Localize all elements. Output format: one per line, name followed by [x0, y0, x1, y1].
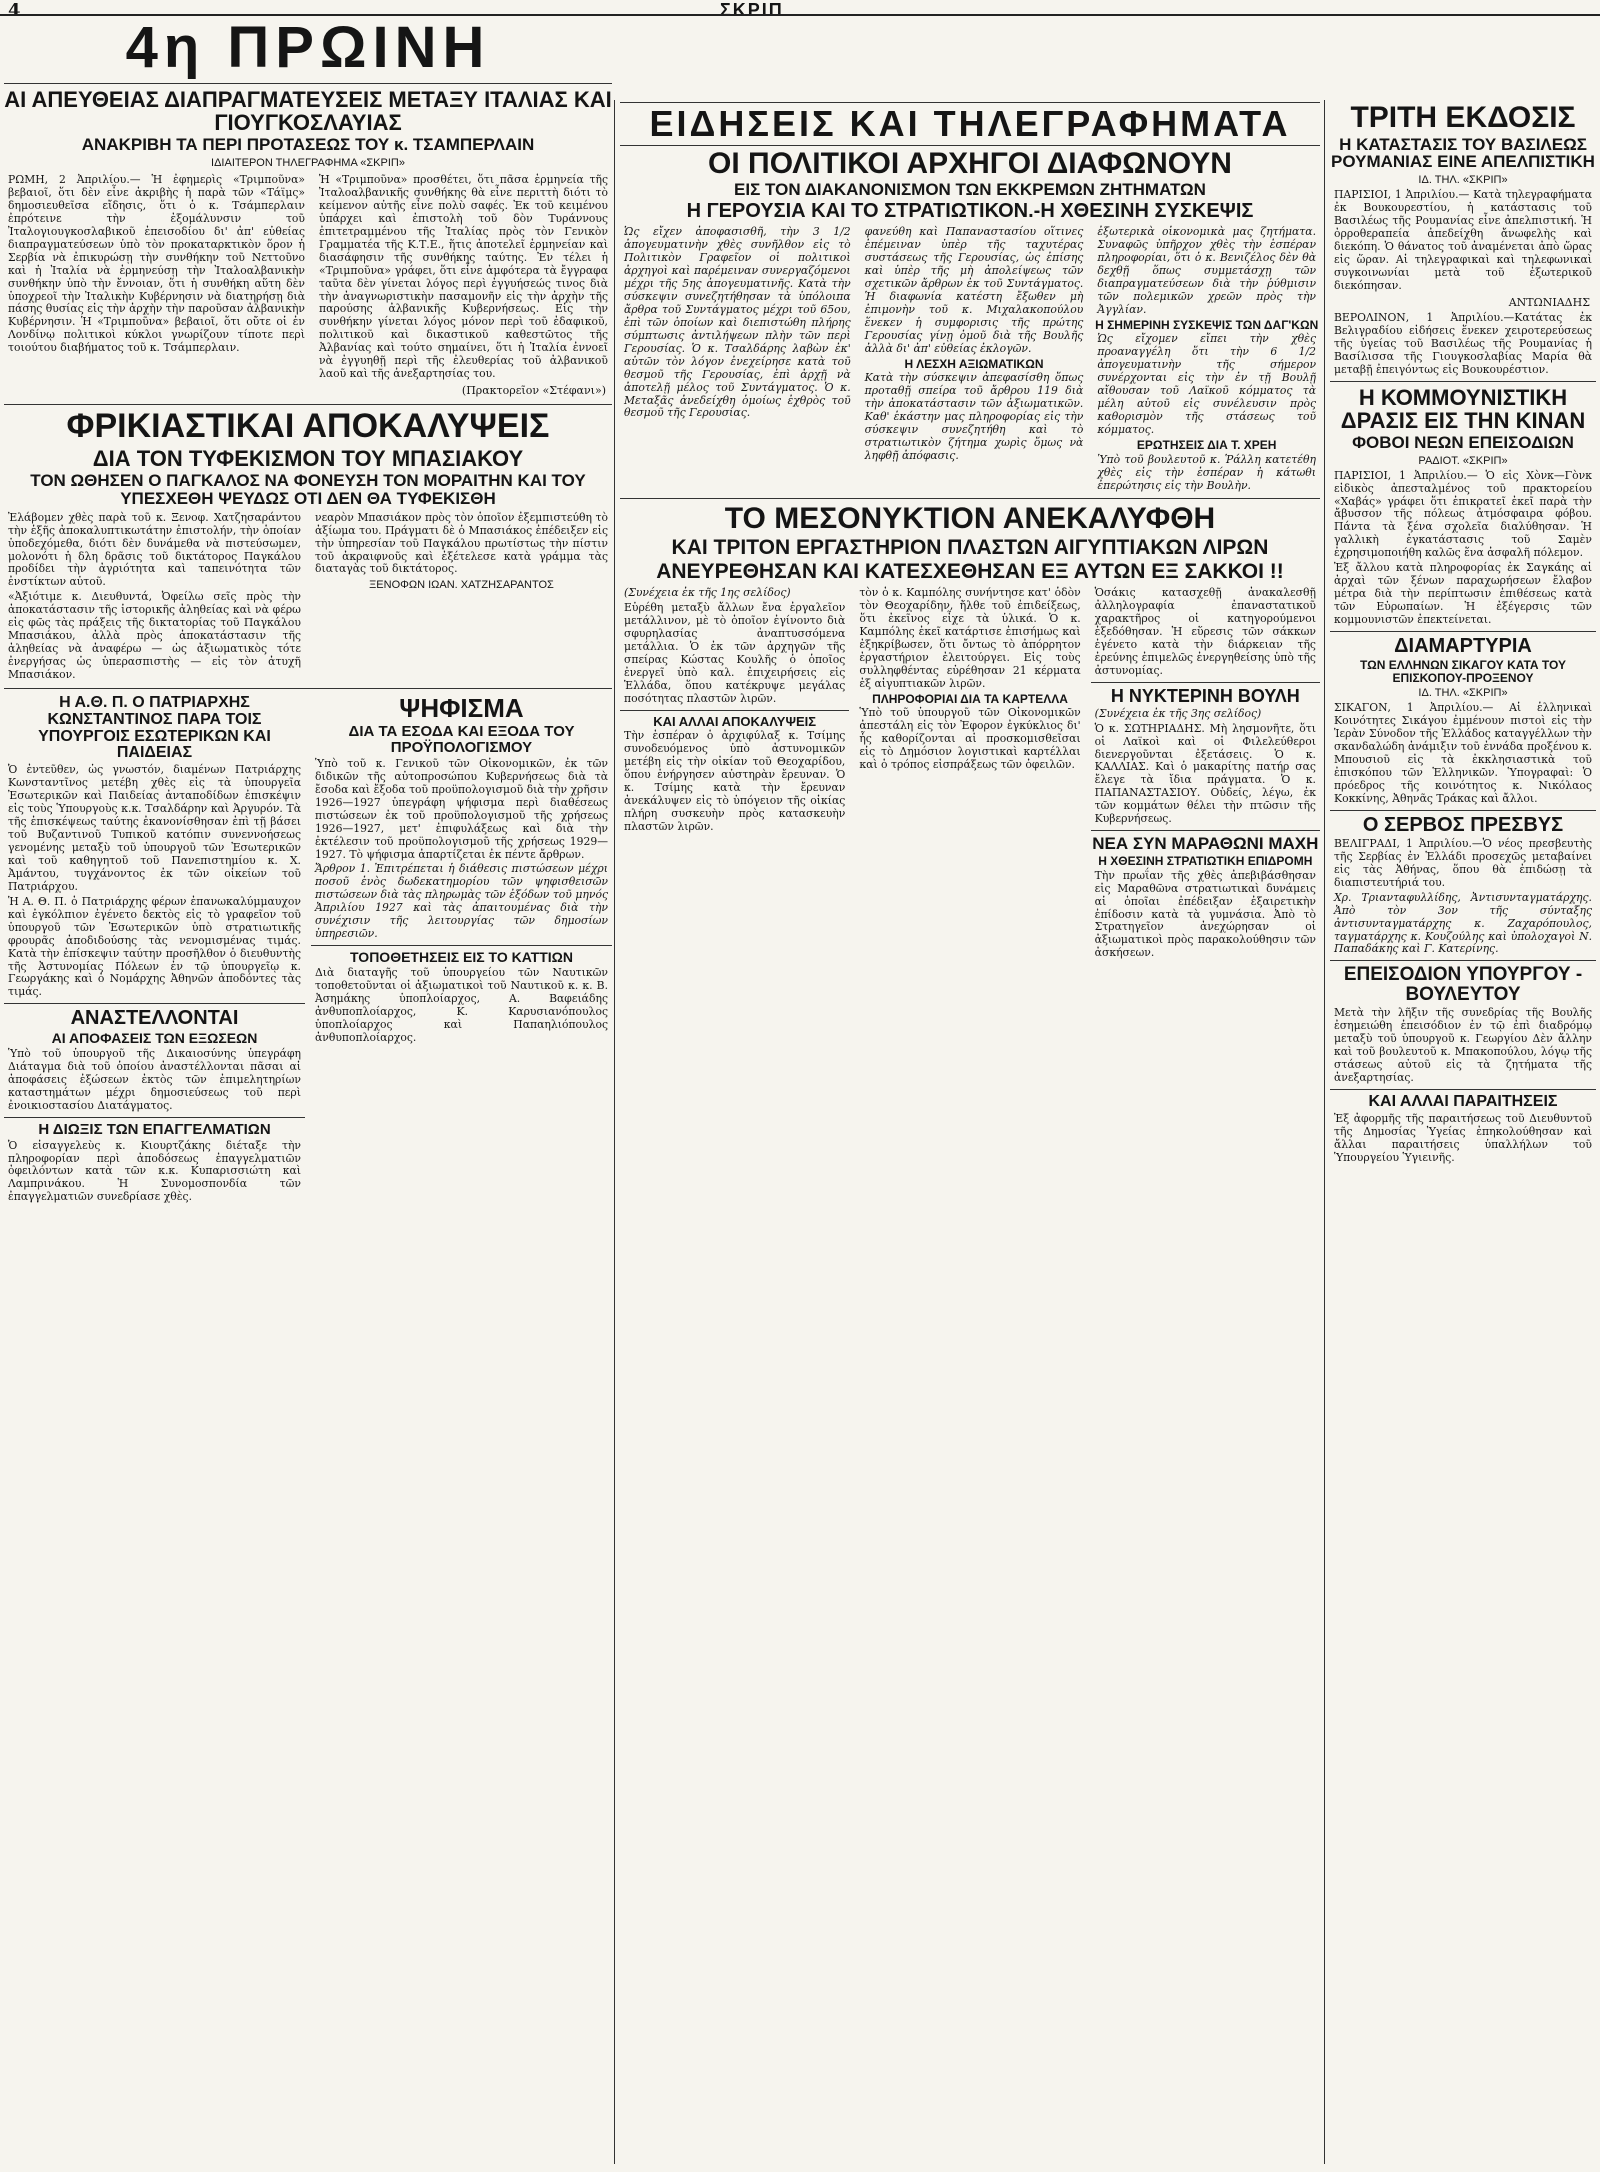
headline: Η ΚΟΜΜΟΥΝΙΣΤΙΚΗ ΔΡΑΣΙΣ ΕΙΣ ΤΗΝ ΚΙΝΑΝ	[1340, 384, 1586, 433]
article-professionals	[4, 1122, 305, 1205]
subheadline: ΕΙΣ ΤΟΝ ΔΙΑΚΑΝΟΝΙΣΜΟΝ ΤΩΝ ΕΚΚΡΕΜΩΝ ΖΗΤΗΜΑΤΩΝ	[734, 180, 1206, 200]
article-body: Ἐλάβομεν χθὲς παρὰ τοῦ κ. Ξενοφ. Χατζησαράντου τὴν ἑξῆς ἀποκαλυπτικωτάτην ἐπιστολήν, τὴν ὁποίαν ὑποδεχόμεθα, διότι δὲν δυνάμεθα νὰ πιστεύσωμεν, μολονότι ἡ δλη δρᾶσις τοῦ δικτάτορος Παγκάλου προδίδει τὴν ἀγριότητα καὶ ταπεινότητα τῶν ἐνστίκτων αὐτοῦ.	[8, 510, 301, 589]
article-col-1: Εὑρέθη μεταξὺ ἄλλων ἔνα ἐργαλεῖον μετάλλινον, μὲ τὸ ὁποῖον ἐγίνοντο διὰ σφυρηλασίας ἀναπτυσσόμενα μετάλλια. Ὁ ἐκ τῶν ἀρχηγῶν τῆς σπείρας Κώστας Κουλῆς ὁ ὁποῖος ἐνεργεῖ ὑπὸ καλ. ἐπιχειρήσεις εἰς Ἑλλάδα, ὅπου κατέκρυψε μεγάλας ποσότητας πλαστῶν λιρῶν.	[624, 601, 846, 705]
headline: Η ΝΥΚΤΕΡΙΝΗ ΒΟΥΛΗ	[1110, 685, 1300, 706]
article-body-continued: Χρ. Τριανταφυλλίδης, Ἀντισυνταγματάρχης. Ἀπὸ τὸν 3ον τῆς σύνταξης ἀντισυνταγματάρχης κ. Ζαχαρόπουλος, ταγματάρχης κ. Κουζούλης καὶ ὑπολοχαγοὶ Ν. Παπαδάκης καὶ Γ. Κατερίνης.	[1334, 890, 1592, 956]
article-third-edition	[1330, 102, 1596, 377]
top-rule	[0, 14, 1600, 16]
article-letter: «Ἀξιότιμε κ. Διευθυντά, Ὀφείλω σεῖς πρὸς τὴν ἀποκατάστασιν τῆς ἱστορικῆς ἀληθείας καὶ νὰ φέρω εἰς φῶς τὰς πράξεις τῆς δικτατορίας τοῦ Παγκάλου Μπασιάκου, ἀλλὰ πρὸς ἀποκατάστασιν τῆς ἀληθείας νὰ ἀναφέρω — ὡς ἀξιωματικὸς τότε ἐνεργήσας ὡς ὑπερασπιστὴς — εἰς τὸν ἀτυχῆ Μπασιάκον.	[8, 590, 301, 682]
article-body: Τὴν πρωΐαν τῆς χθὲς ἀπεβιβάσθησαν εἰς Μαραθῶνα στρατιωτικαὶ δυνάμεις αἱ ὁποῖαι ἐπέδειξαν ἐξαιρετικὴν ἐπίδοσιν κατὰ τὰ γυμνάσια. Ἀπὸ τὸ Στρατηγεῖον ἀνεχώρησαν οἱ ἀξιωματικοὶ πρὸς παρακολούθησιν τῶν ἀσκήσεων.	[1094, 868, 1316, 960]
subheadline: ΤΩΝ ΕΛΛΗΝΩΝ ΣΙΚΑΓΟΥ ΚΑΤΑ ΤΟΥ ΕΠΙΣΚΟΠΟΥ-ΠΡΟΞΕΝΟΥ	[1359, 658, 1566, 685]
subheadline: ΑΝΑΚΡΙΒΗ ΤΑ ΠΕΡΙ ΠΡΟΤΑΣΕΩΣ ΤΟΥ κ. ΤΣΑΜΠΕΡΛΑΙΝ	[81, 135, 535, 155]
article-night-parliament	[1091, 687, 1320, 826]
article-body: Τὴν ἑσπέραν ὁ ἀρχιφύλαξ κ. Τσίμης συνοδευόμενος ὑπὸ ἀστυνομικῶν μετέβη εἰς τὴν οἰκίαν τοῦ Θεοχαρίδου, ὅπου ἐνήργησεν αὐστηρὰν ἔρευναν. Ὁ κ. Τσίμης κατὰ τὴν ἔρευναν ἀνεκάλυψεν εἰς τὸ ὑπόγειον τῆς οἰκίας πλήρη συσκευὴν πρὸς κατασκευὴν πλαστῶν λιρῶν.	[624, 729, 846, 833]
headline: ΤΟΠΟΘΕΤΗΣΕΙΣ ΕΙΣ ΤΟ ΚΑΤΤΙΩΝ	[350, 949, 573, 966]
news-banner: ΕΙΔΗΣΕΙΣ ΚΑΙ ΤΗΛΕΓΡΑΦΗΜΑΤΑ	[620, 102, 1320, 146]
article-body: ΡΩΜΗ, 2 Ἀπριλίου.— Ἡ ἐφημερὶς «Τριμποῦνα» βεβαιοῖ, ὅτι δὲν εἶνε ἀκριβὴς ἡ παρὰ τῶν «Τάϊμς» δημοσιευθεῖσα εἴδησις, ὅτι ὁ κ. Τσάμπερλαιν ἐπρότεινε τὴν ἐξομάλυνσιν τοῦ Ἰταλογιουγκοσλαβικοῦ ἐπεισοδίου δι' ἀπ' εὐθείας διαπραγματεύσεων ὑπὸ τὸν προκαταρκτικὸν ὅρον ἡ Σερβία νὰ ἐπικυρώσῃ τὴν συνθήκην τοῦ Νεττοῦνο καὶ ἡ Ἰταλία νὰ ἑρμηνεύσῃ τὴν Ἰταλοαλβανικὴν συνθήκην ὑπὸ τὴν ἔννοιαν, ὅτι ἡ συνθήκη αὕτη δὲν ὑποχρεοῖ τὴν Ἰταλικὴν Κυβέρνησιν νὰ διατηρήσῃ διὰ πάσης θυσίας εἰς τὴν ἀρχὴν τὴν παροῦσαν ἀλβανικὴν Κυβέρνησιν. Ἡ «Τριμποῦνα» βεβαιοῖ, ὅτι οὔτε οἱ ἐν Λονδίνῳ πολιτικοὶ κύκλοι γνωρίζουν τίποτε περὶ τοιούτου διαβήματος τοῦ κ. Τσάμπερλαιν.	[8, 172, 305, 355]
article-body: Μετὰ τὴν λῆξιν τῆς συνεδρίας τῆς Βουλῆς ἐσημειώθη ἐπεισόδιον ἐν τῷ ἐπὶ διαδρόμῳ μεταξὺ τοῦ ὑπουργοῦ κ. Γεωργίου Δὲν ἄλλην καὶ τοῦ βουλευτοῦ κ. Μπακοπούλου, λόγῳ τῆς στάσεως αὐτοῦ εἰς τὰ ζητήματα τῆς ἀνεξαρτησίας.	[1334, 1006, 1592, 1085]
headline: ΤΡΙΤΗ ΕΚΔΟΣΙΣ	[1350, 101, 1576, 134]
article-political-leaders	[620, 148, 1320, 495]
column-rule	[1324, 100, 1325, 2164]
article-body: Διὰ διαταγῆς τοῦ ὑπουργείου τῶν Ναυτικῶν τοποθετοῦνται οἱ ἀξιωματικοὶ τοῦ Ναυτικοῦ κ. κ. Β. Ἀσημάκης ὑποπλοίαρχος, Α. Βαφειάδης ἀνθυποπλοίαρχος, Κ. Καρυσιανόπουλος ὑποπλοίαρχος καὶ Παπαηλιόπουλος ἀνθυποπλοίαρχος.	[315, 965, 608, 1044]
article-revelations	[4, 409, 612, 684]
deck: Η ΓΕΡΟΥΣΙΑ ΚΑΙ ΤΟ ΣΤΡΑΤΙΩΤΙΚΟΝ.-Η ΧΘΕΣΙΝΗ ΣΥΣΚΕΨΙΣ	[686, 200, 1254, 223]
left-column	[4, 18, 612, 2164]
section-head: ΕΡΩΤΗΣΕΙΣ ΔΙΑ Τ. ΧΡΕΗ	[1136, 438, 1277, 453]
headline: ΑΙ ΑΠΕΥΘΕΙΑΣ ΔΙΑΠΡΑΓΜΑΤΕΥΣΕΙΣ ΜΕΤΑΞΥ ΙΤΑΛΙΑΣ ΚΑΙ ΓΙΟΥΓΚΟΣΛΑΥΙΑΣ	[4, 86, 612, 135]
continued-note: (Συνέχεια ἐκ τῆς 1ης σελίδος)	[624, 586, 791, 600]
headline: ΨΗΦΙΣΜΑ	[399, 693, 524, 724]
subheadline: ΔΙΑ ΤΑ ΕΣΟΔΑ ΚΑΙ ΕΞΟΔΑ ΤΟΥ ΠΡΟΫΠΟΛΟΓΙΣΜΟΥ	[348, 723, 575, 757]
continued-note: (Συνέχεια ἐκ τῆς 3ης σελίδος)	[1094, 706, 1262, 720]
article-body-continued: νεαρὸν Μπασιάκον πρὸς τὸν ὁποῖον ἐξεμπιστεύθη τὸ ἀξίωμα του. Πράγματι δὲ ὁ Μπασιάκος ἐπέδειξεν εἰς τὴν ὑπηρεσίαν τοῦ Παγκάλου πρωτίστως τὴν πίστιν τοῦ ἀκραιφνοῦς καὶ ἐξέτελεσε κατὰ γράμμα τὰς διαταγὰς τοῦ δικτάτορος.	[315, 510, 608, 576]
headline: Η ΔΙΩΞΙΣ ΤΩΝ ΕΠΑΓΓΕΛΜΑΤΙΩΝ	[38, 1120, 271, 1138]
headline: ΦΡΙΚΙΑΣΤΙΚΑΙ ΑΠΟΚΑΛΥΨΕΙΣ	[66, 407, 550, 446]
byline: ΙΔ. ΤΗΛ. «ΣΚΡΙΠ»	[1418, 174, 1508, 187]
subheadline: ΦΟΒΟΙ ΝΕΩΝ ΕΠΕΙΣΟΔΙΩΝ	[1352, 432, 1574, 452]
deck: ΑΝΕΥΡΕΘΗΣΑΝ ΚΑΙ ΚΑΤΕΣΧΕΘΗΣΑΝ ΕΞ ΑΥΤΩΝ ΕΞ ΣΑΚΚΟΙ !!	[656, 560, 1284, 584]
article-body: Ὑπὸ τοῦ ὑπουργοῦ τῆς Δικαιοσύνης ὑπεγράφη Διάταγμα διὰ τοῦ ὁποίου ἀναστέλλονται πᾶσαι αἱ ἀποφάσεις ἐξώσεων ἐκτὸς τῶν ἐπιμελητηρίων καταστημάτων μέχρι δημοσιεύσεως τοῦ περὶ ἐνοικιοστασίου Διατάγματος.	[8, 1047, 301, 1112]
right-column	[1330, 100, 1596, 2164]
article-patriarch	[4, 695, 305, 999]
subheadline: Η ΧΘΕΣΙΝΗ ΣΤΡΑΤΙΩΤΙΚΗ ΕΠΙΔΡΟΜΗ	[1098, 854, 1313, 869]
source-line: ΑΝΤΩΝΙΑΔΗΣ	[1508, 295, 1590, 309]
headline: ΕΠΕΙΣΟΔΙΟΝ ΥΠΟΥΡΓΟΥ - ΒΟΥΛΕΥΤΟΥ	[1343, 964, 1583, 1006]
article-body: Ὁ ἐντεῦθεν, ὡς γνωστόν, διαμένων Πατριάρχης Κωνσταντῖνος μετέβη χθὲς εἰς τὰ ὑπουργεῖα Ἐσωτερικῶν καὶ Παιδείας ἀνταποδίδων ἐπισκέψιν εἰς τοὺς Ὑπουργοὺς κ.κ. Τσαλδάρην καὶ Ἀργυρόν. Τὰ τῆς ἐπισκέψεως ταύτης ἐκανονίσθησαν ἐπὶ τῇ βάσει τοῦ Βυζαντινοῦ Τυπικοῦ κατόπιν συνεννοήσεως γενομένης μεταξὺ τοῦ ὑπουργοῦ τῶν Ἐσωτερικῶν καὶ τοῦ καθηγητοῦ τοῦ Πανεπιστημίου κ. Χ. Ἀμάντου, τυγχάνοντος ἐκ τῶν οἰκείων τοῦ Πατριάρχου.	[8, 763, 301, 893]
headline: ΚΑΙ ΑΛΛΑΙ ΠΑΡΑΙΤΗΣΕΙΣ	[1368, 1093, 1558, 1111]
subheadline: Η ΚΑΤΑΣΤΑΣΙΣ ΤΟΥ ΒΑΣΙΛΕΩΣ ΡΟΥΜΑΝΙΑΣ ΕΙΝΕ ΑΠΕΛΠΙΣΤΙΚΗ	[1331, 134, 1595, 172]
article-marathon	[1091, 835, 1320, 960]
article-body-continued: ΒΕΡΟΛΙΝΟΝ, 1 Ἀπριλίου.—Κατάτας ἐκ Βελιγραδίου εἰδήσεις ἕνεκεν χειροτερεύσεως τῆς ὑγείας τοῦ Βασιλέως τῆς Ρουμανίας ἡ Βασίλισσα τῆς Γιουγκοσλαβίας Μαρία θὰ μεταβῇ ἐπειγόντως εἰς Βουκουρέστιον.	[1334, 310, 1592, 376]
article-col-2: τὸν ὁ κ. Καμπόλης συνήντησε κατ' ὁδὸν τὸν Θεοχαρίδην, ἤλθε τοῦ ἐπιδείξεως, ὅτι ἐκεῖνος εἶχε τὰ ὑλικά. Ὁ κ. Καμπόλης ἐκεῖ κατάρτισε ἐπισήμως καὶ ἐξηκρίβωσεν, ὅτι ὄντως τὸ ἀπόρρητον ἐργαστήριον ἐλειτούργει. Εἰς τοὺς συλληφθέντας εὑρέθησαν 21 κέρματα ἐξ αἰγυπτιακῶν λιρῶν.	[859, 586, 1081, 690]
headline: ΔΙΑΜΑΡΤΥΡΙΑ	[1394, 635, 1532, 658]
headline: ΝΕΑ ΣΥΝ ΜΑΡΑΘΩΝΙ ΜΑΧΗ	[1092, 834, 1319, 854]
article-col-2b: Ὑπὸ τοῦ ὑπουργοῦ τῶν Οἰκονομικῶν ἀπεστάλη εἰς τὸν Ἐφορον ἐγκύκλιος δι' ἧς καθορίζονται αἱ προσκομισθεῖσαι εἰς τὸ Δημόσιον λογιστικαὶ καρτέλλαι καὶ ὁ τρόπος εἰσπράξεως τῶν ὀφειλῶν.	[859, 706, 1081, 772]
byline: ΙΔ. ΤΗΛ. «ΣΚΡΙΠ»	[1418, 687, 1508, 700]
byline: ΡΑΔΙΟΤ. «ΣΚΡΙΠ»	[1418, 454, 1508, 467]
article-body: ΠΑΡΙΣΙΟΙ, 1 Ἀπριλίου.— Κατὰ τηλεγραφήματα ἐκ Βουκουρεστίου, ἡ κατάστασις τοῦ Βασιλέως τῆς Ρουμανίας εἶνε ἀπελπιστική. Ἡ ὀρροθεραπεία ἀπεδείχθη ἄνωφελὴς καὶ διεκόπη. Ὁ θάνατος τοῦ ἀναμένεται ἀπὸ ὥρας εἰς ὥραν. Αἱ τηλεγραφικαὶ καὶ τηλεφωνικαὶ συγκοινωνίαι μετὰ τοῦ ἐξωτερικοῦ διεκόπησαν.	[1334, 188, 1592, 292]
article-body: ΣΙΚΑΓΟΝ, 1 Ἀπριλίου.— Αἱ ἑλληνικαὶ Κοινότητες Σικάγου ἐμμένουν πιστοὶ εἰς τὴν Ἱερὰν Σύνοδον τῆς Ἑλλάδος καταγγέλλων τὴν σκανδαλώδη ἀνάμιξιν τοῦ ἐννάδα προξένου κ. Μπουσιοῦ εἰς τὰ ἐκκλησιαστικὰ τοῦ ἐπισκόπου τῶν Ἑλληνικῶν. Ὑπογραφαὶ: Ὁ πρόεδρος τῆς κοινότητος κ. Νικόλαος Κοκκίνης, Ἀθηνᾶς Τράκας καὶ ἄλλοι.	[1334, 701, 1592, 805]
headline: ΤΟ ΜΕΣΟΝΥΚΤΙΟΝ ΑΝΕΚΑΛΥΦΘΗ	[724, 502, 1216, 536]
article-chicago-protest	[1330, 636, 1596, 806]
middle-column	[620, 100, 1320, 2164]
source-line: (Πρακτορεῖον «Στέφανι»)	[461, 384, 606, 398]
byline: ΙΔΙΑΙΤΕΡΟΝ ΤΗΛΕΓΡΑΦΗΜΑ «ΣΚΡΙΠ»	[211, 156, 405, 169]
headline: Η Α.Θ. Π. Ο ΠΑΤΡΙΑΡΧΗΣ ΚΩΝΣΤΑΝΤΙΝΟΣ ΠΑΡΑ ΤΟΙΣ ΥΠΟΥΡΓΟΙΣ ΕΣΩΤΕΡΙΚΩΝ ΚΑΙ ΠΑΙΔΕΙΑΣ	[38, 694, 271, 762]
headline: ΑΝΑΣΤΕΛΛΟΝΤΑΙ	[70, 1007, 239, 1030]
article-communist-china	[1330, 386, 1596, 627]
headline: ΚΑΙ ΑΛΛΑΙ ΑΠΟΚΑΛΥΨΕΙΣ	[653, 713, 817, 729]
masthead: ΣΚΡΙΠ	[720, 0, 784, 20]
article-col-3c: Ὑπὸ τοῦ βουλευτοῦ κ. Ῥάλλη κατετέθη χθὲς εἰς τὴν ἑσπέραν ἡ κάτωθι ἐπερώτησις εἰς τὴν Βουλὴν.	[1097, 452, 1317, 492]
section-head: ΠΛΗΡΟΦΟΡΙΑΙ ΔΙΑ ΤΑ ΚΑΡΤΕΛΛΑ	[872, 691, 1068, 706]
article-body: Ὁ εἰσαγγελεὺς κ. Κιουρτζάκης διέταξε τὴν πληροφορίαν περὶ ἀποδόσεως ἐπαγγελματιῶν ὀφειλόντων κατὰ τῶν κ.κ. Κυπαρισσιώτη καὶ Λαμπρινάκου. Ἡ Συνομοσπονδία τῶν ἐπαγγελματιῶν συνεδρίασε χθὲς.	[8, 1138, 301, 1204]
article-evictions	[4, 1008, 305, 1112]
article-body: Ὁ κ. ΣΩΤΗΡΙΑΔΗΣ. Μὴ λησμονῆτε, ὅτι οἱ Λαϊκοὶ καὶ οἱ Φιλελεύθεροι διενεργοῦνται ἐξετάσεις. Ὁ κ. ΚΑΛΛΙΑΣ. Καὶ ὁ μακαρίτης πατήρ σας ἔλεγε τὰ ἴδια πράγματα. Ὁ κ. ΠΑΠΑΝΑΣΤΑΣΙΟΥ. Οὐδείς, λέγω, ἐκ τῶν κομμάτων θέλει τὴν πτῶσιν τῆς Κυβερνήσεως.	[1094, 721, 1316, 826]
article-body-continued: Ἡ «Τριμποῦνα» προσθέτει, ὅτι πᾶσα ἑρμηνεία τῆς Ἰταλοαλβανικῆς συνθήκης θὰ εἶνε περιττὴ διότι τὸ κείμενον αὐτῆς εἶνε πολὺ σαφές. Ἐκ τοῦ κειμένου ὑπάρχει καὶ ἐπιστολὴ τοῦ δὸν Τυράννους ἐπιτετραμμένου τῆς Ἰταλίας πρὸς τὸν Γενικὸν Γραμματέα τῆς Κ.Τ.Ε., ἥτις ἀποτελεῖ ἑρμηνείαν καὶ διασάφησιν τῆς συνθήκης ταύτης. Ἐν τέλει ἡ «Τριμποῦνα» γράφει, ὅτι εἶνε ἀμφότερα τὰ ἔγγραφα ταῦτα δὲν γίνεται λόγος περὶ ἐγγυήσεώς τινος διὰ τὴν ἀναγνωριστικὴν πασαμονῆν εἰς τὴν ἀρχὴν τῆς παρούσης ἀλβανικῆς Κυβερνήσεως. Εἰς τὴν συνθήκην γίνεται λόγος μόνον περὶ τοῦ ἐδαφικοῦ, πολιτικοῦ καὶ δικαστικοῦ καθεστῶτος τῆς Ἀλβανίας καὶ τούτο σημαίνει, ὅτι ἡ Ἰταλία ἐννοεῖ νὰ ἐγγυηθῇ περὶ τῆς ἐλευθερίας τοῦ ἀλβανικοῦ λαοῦ καὶ τῆς ἀνεξαρτησίας του.	[319, 172, 608, 381]
article-col-3: ἐξωτερικὰ οἰκονομικὰ μας ζητήματα. Συναφῶς ὑπῆρχον χθὲς τὴν ἑσπέραν πληροφορίαι, ὅτι ὁ κ. Βενιζέλος δὲν θὰ δεχθῇ ὅπως συμμετάσχῃ τῶν διαπραγματεύσεων διὰ τὴν ῥύθμισιν τῶν πολεμικῶν χρεῶν πρὸς τὴν Ἀγγλίαν.	[1097, 225, 1317, 316]
section-title: 4η ΠΡΩΙΝΗ	[125, 18, 491, 80]
headline: ΟΙ ΠΟΛΙΤΙΚΟΙ ΑΡΧΗΓΟΙ ΔΙΑΦΩΝΟΥΝ	[708, 146, 1232, 180]
article-serbian-envoy	[1330, 815, 1596, 957]
article-col-2: φανεύθη καὶ Παπαναστασίου οἵτινες ἐπέμειναν ὑπὲρ τῆς ταχυτέρας συστάσεως τῆς Γερουσίας, ὡς ἐπίσης καὶ ὑπὲρ τῆς μὴ ἀπολείψεως τῶν σχετικῶν ἄρθρων ἐκ τοῦ Συντάγματος. Ἡ διαφωνία κατέστη ἔξωθεν μὴ ἐπιμονὴν τοῦ κ. Μιχαλακοπούλου ἕνεκεν ἡ συμφορισις τῆς πρώτης Γερουσίας γίνῃ ὁμοῦ διὰ τῆς Βουλῆς ἀλλὰ δι' ἀπ' εὐθείας ἐκλογῶν.	[864, 225, 1084, 355]
article-col-1: Ὡς εἴχεν ἀποφασισθῆ, τὴν 3 1/2 ἀπογευματινὴν χθὲς συνῆλθον εἰς τὸ Πολιτικὸν Γραφεῖον οἱ πολιτικοὶ ἀρχηγοὶ καὶ παρέμειναν συνεργαζόμενοι μέχρι τῆς 5ης ἀπογευματινῆς. Κατὰ τὴν σύσκεψιν συνεζητήθησαν τὰ ὑπόλοιπα ἄρθρα τοῦ Συντάγματος μέχρι τοῦ 65ου, ἐπὶ τῶν ὁποίων καὶ διεπιστώθη πλήρης σύμπτωσις ἀντιλήψεων πλὴν τῶν περὶ Γερουσίας. Ὁ κ. Τσαλδάρης λαβὼν ἐκ' αὐτῶν τὸν λόγον ἐνεχείρησε κατὰ τοῦ θεσμοῦ τῆς Γερουσίας, ἐπὶ ἀρχῇ νὰ ἀποτελῇ μέλος τοῦ Συντάγματος. Ὁ κ. Μεταξᾶς ἀνεδείχθη ὁμοίως ἐχθρὸς τοῦ θεσμοῦ τῆς Γερουσίας.	[624, 225, 851, 420]
subheadline: ΔΙΑ ΤΟΝ ΤΥΦΕΚΙΣΜΟΝ ΤΟΥ ΜΠΑΣΙΑΚΟΥ	[92, 445, 524, 471]
article-counterfeit	[620, 503, 1320, 962]
article-col-2b: Κατὰ τὴν σύσκεψιν ἀπεφασίσθη ὅπως προταθῇ σπείρα τοῦ ἄρθρου 119 διὰ τὴν ἀποκατάστασιν τῶν ἀξιωματικῶν. Καθ' ἑκάστην μας πληροφορίας εἰς τὴν σύσκεψιν συνεζητήθη καὶ τὸ στρατιωτικὸν ζήτημα χωρὶς ὅμως νὰ ληφθῇ ἀπόφασις.	[864, 371, 1084, 462]
article-col-3b: Ὡς εἴχομεν εἴπει τὴν χθὲς προαναγγέλη ὅτι τὴν 6 1/2 ἀπογευματινὴν τῆς σήμερον συνέρχονται εἰς τὴν ἐν τῇ Βουλῇ αἴθουσαν τοῦ Λαϊκοῦ κόμματος τὰ μέλη αὐτοῦ εἰς συνέλευσιν πρὸς καθορισμὸν τῆς στάσεως τοῦ κόμματος.	[1097, 332, 1317, 437]
column-rule	[614, 100, 615, 2164]
article-resignations	[1330, 1094, 1596, 1165]
subheadline: ΚΑΙ ΤΡΙΤΟΝ ΕΡΓΑΣΤΗΡΙΟΝ ΠΛΑΣΤΩΝ ΑΙΓΥΠΤΙΑΚΩΝ ΛΙΡΩΝ	[671, 535, 1269, 559]
headline: Ο ΣΕΡΒΟΣ ΠΡΕΣΒΥΣ	[1362, 813, 1564, 836]
subheadline: ΑΙ ΑΠΟΦΑΣΕΙΣ ΤΩΝ ΕΞΩΣΕΩΝ	[51, 1030, 258, 1047]
article-direct-negotiations	[4, 88, 612, 400]
article-body: Ἐξ ἀφορμῆς τῆς παραιτήσεως τοῦ Διευθυντοῦ τῆς Δημοσίας Ὑγείας ἐπηκολούθησαν καὶ ἄλλαι παραιτήσεις ὑπαλλήλων τοῦ Ὑπουργείου Ὑγιεινῆς.	[1334, 1111, 1592, 1164]
signature: ΞΕΝΟΦΩΝ ΙΩΑΝ. ΧΑΤΖΗΣΑΡΑΝΤΟΣ	[369, 579, 554, 592]
article-col-3: Ὁσάκις κατασχεθῇ ἀνακαλεσθῇ ἀλληλογραφία ἐπαναστατικοῦ χαρακτῆρος οἱ κατηγορούμενοι ἐξεδόθησαν. Ἡ εὕρεσις τῶν σάκκων ἐγένετο κατὰ τὴν διάρκειαν τῆς ἐρεύνης ἐπιμελῶς ἐνεργηθείσης ὑπὸ τῆς ἀστυνομίας.	[1094, 586, 1316, 677]
article-body-continued: Ἐξ ἄλλου κατὰ πληροφορίας ἐκ Σαγκάης αἱ ἀρχαὶ τῶν ξένων παραχωρήσεων ἔλαβον μέτρα διὰ τὴν περίπτωσιν ἐπιθέσεως κατὰ τῶν Εὐρωπαίων. Ἡ ἐξέγερσις τῶν κομμουνιστῶν ἐπεκτείνεται.	[1334, 561, 1592, 627]
article-body-continued: Ἄρθρον 1. Ἐπιτρέπεται ἡ διάθεσις πιστώσεων μέχρι ποσοῦ ἑνὸς δωδεκατημορίου τῶν ψηφισθεισῶν πιστώσεων διὰ τὰς πληρωμὰς τῶν ἐξόδων τοῦ μηνός Ἀπριλίου 1927 καὶ τὰς ἀπαιτουμένας διὰ τὴν συνέχισιν τῆς λειτουργίας τῶν δημοσίων ὑπηρεσιῶν.	[315, 862, 608, 941]
page-number: 4	[8, 0, 21, 21]
article-body: ΠΑΡΙΣΙΟΙ, 1 Ἀπριλίου.— Ὁ εἰς Χὸνκ—Γὸνκ εἰδικὸς ἀπεσταλμένος τοῦ πρακτορείου «Χαβάς» γράφει ὅτι ἐπικρατεῖ ἐκεῖ παρὰ τὴν ἄβυσσον τῆς πόλεως ἀτμόσφαιρα φόβου. Πάντα τὰ ξένα σχολεῖα διαλύθησαν. Ἡ γαλλικὴ ἐγκατάστασις τοῦ Σαμὲν ἐχρησιμοποιήθη καλῶς ἕνα ἀσφαλῆ πόλεμον.	[1334, 468, 1592, 560]
deck: ΤΟΝ ΩΘΗΣΕΝ Ο ΠΑΓΚΑΛΟΣ ΝΑ ΦΟΝΕΥΣΗ ΤΟΝ ΜΟΡΑΙΤΗΝ ΚΑΙ ΤΟΥ ΥΠΕΣΧΕΘΗ ΨΕΥΔΩΣ ΟΤΙ ΔΕΝ ΘΑ ΤΥΦΕΚΙΣΘΗ	[30, 470, 586, 508]
article-minister-incident	[1330, 965, 1596, 1085]
article-body-continued: Ἡ Α. Θ. Π. ὁ Πατριάρχης φέρων ἐπανωκαλύμμαυχον καὶ ἐγκόλπιον ἐγένετο δεκτὸς εἰς τὸ γραφεῖον τοῦ ὑπουργοῦ τῶν Ἐσωτερικῶν ὑπὸ στρατιωτικῆς φρουρᾶς ἀποδιδούσης τὰς νενομισμένας τιμάς. Κατὰ τὴν ἐπίσκεψιν ταύτην προσῆλθον ὁ διευθυντὴς τῆς Ἀστυνομίας Πόλεων ἐν τῷ ὑπουργεῖῳ κ. Γεωργάκης καὶ ὁ Νομάρχης Ἀθηνῶν ἀποδόντες τὰς τιμάς.	[8, 894, 301, 999]
article-placements	[311, 950, 612, 1044]
article-body: Ὑπὸ τοῦ κ. Γενικοῦ τῶν Οἰκονομικῶν, ἐκ τῶν διδικῶν τῆς αὐτοπροσώπου Κυβερνήσεως διὰ τὰ ἔσοδα καὶ ἔξοδα τοῦ προϋπολογισμοῦ διὰ τὴν χρῆσιν 1926—1927 ὑπεγράφη ψήφισμα περὶ διαθέσεως πιστώσεων ἐκ τοῦ προϋπολογισμοῦ τῆς χρήσεως 1926—1927, μετ' ἐπιφυλάξεως καὶ διὰ τὴν ἐκτέλεσιν τοῦ προϋπολογισμοῦ τῆς χρήσεως 1929—1927. Τὸ ψήφισμα ἀπαρτίζεται ἐκ πέντε ἄρθρων.	[315, 756, 608, 861]
article-body: ΒΕΛΙΓΡΑΔΙ, 1 Ἀπριλίου.—Ὁ νέος πρεσβευτὴς τῆς Σερβίας ἐν Ἑλλάδι προσεχῶς μεταβαίνει εἰς τὰς Ἀθήνας, ὅπου θὰ ἐπιδώσῃ τὰ διαπιστευτήριά του.	[1334, 836, 1592, 889]
article-budget-decree	[311, 695, 612, 941]
section-head: Η ΣΗΜΕΡΙΝΗ ΣΥΣΚΕΨΙΣ ΤΩΝ ΔΑΓ'ΚΩΝ	[1095, 317, 1319, 332]
section-head: Η ΛΕΣΧΗ ΑΞΙΩΜΑΤΙΚΩΝ	[904, 356, 1044, 371]
